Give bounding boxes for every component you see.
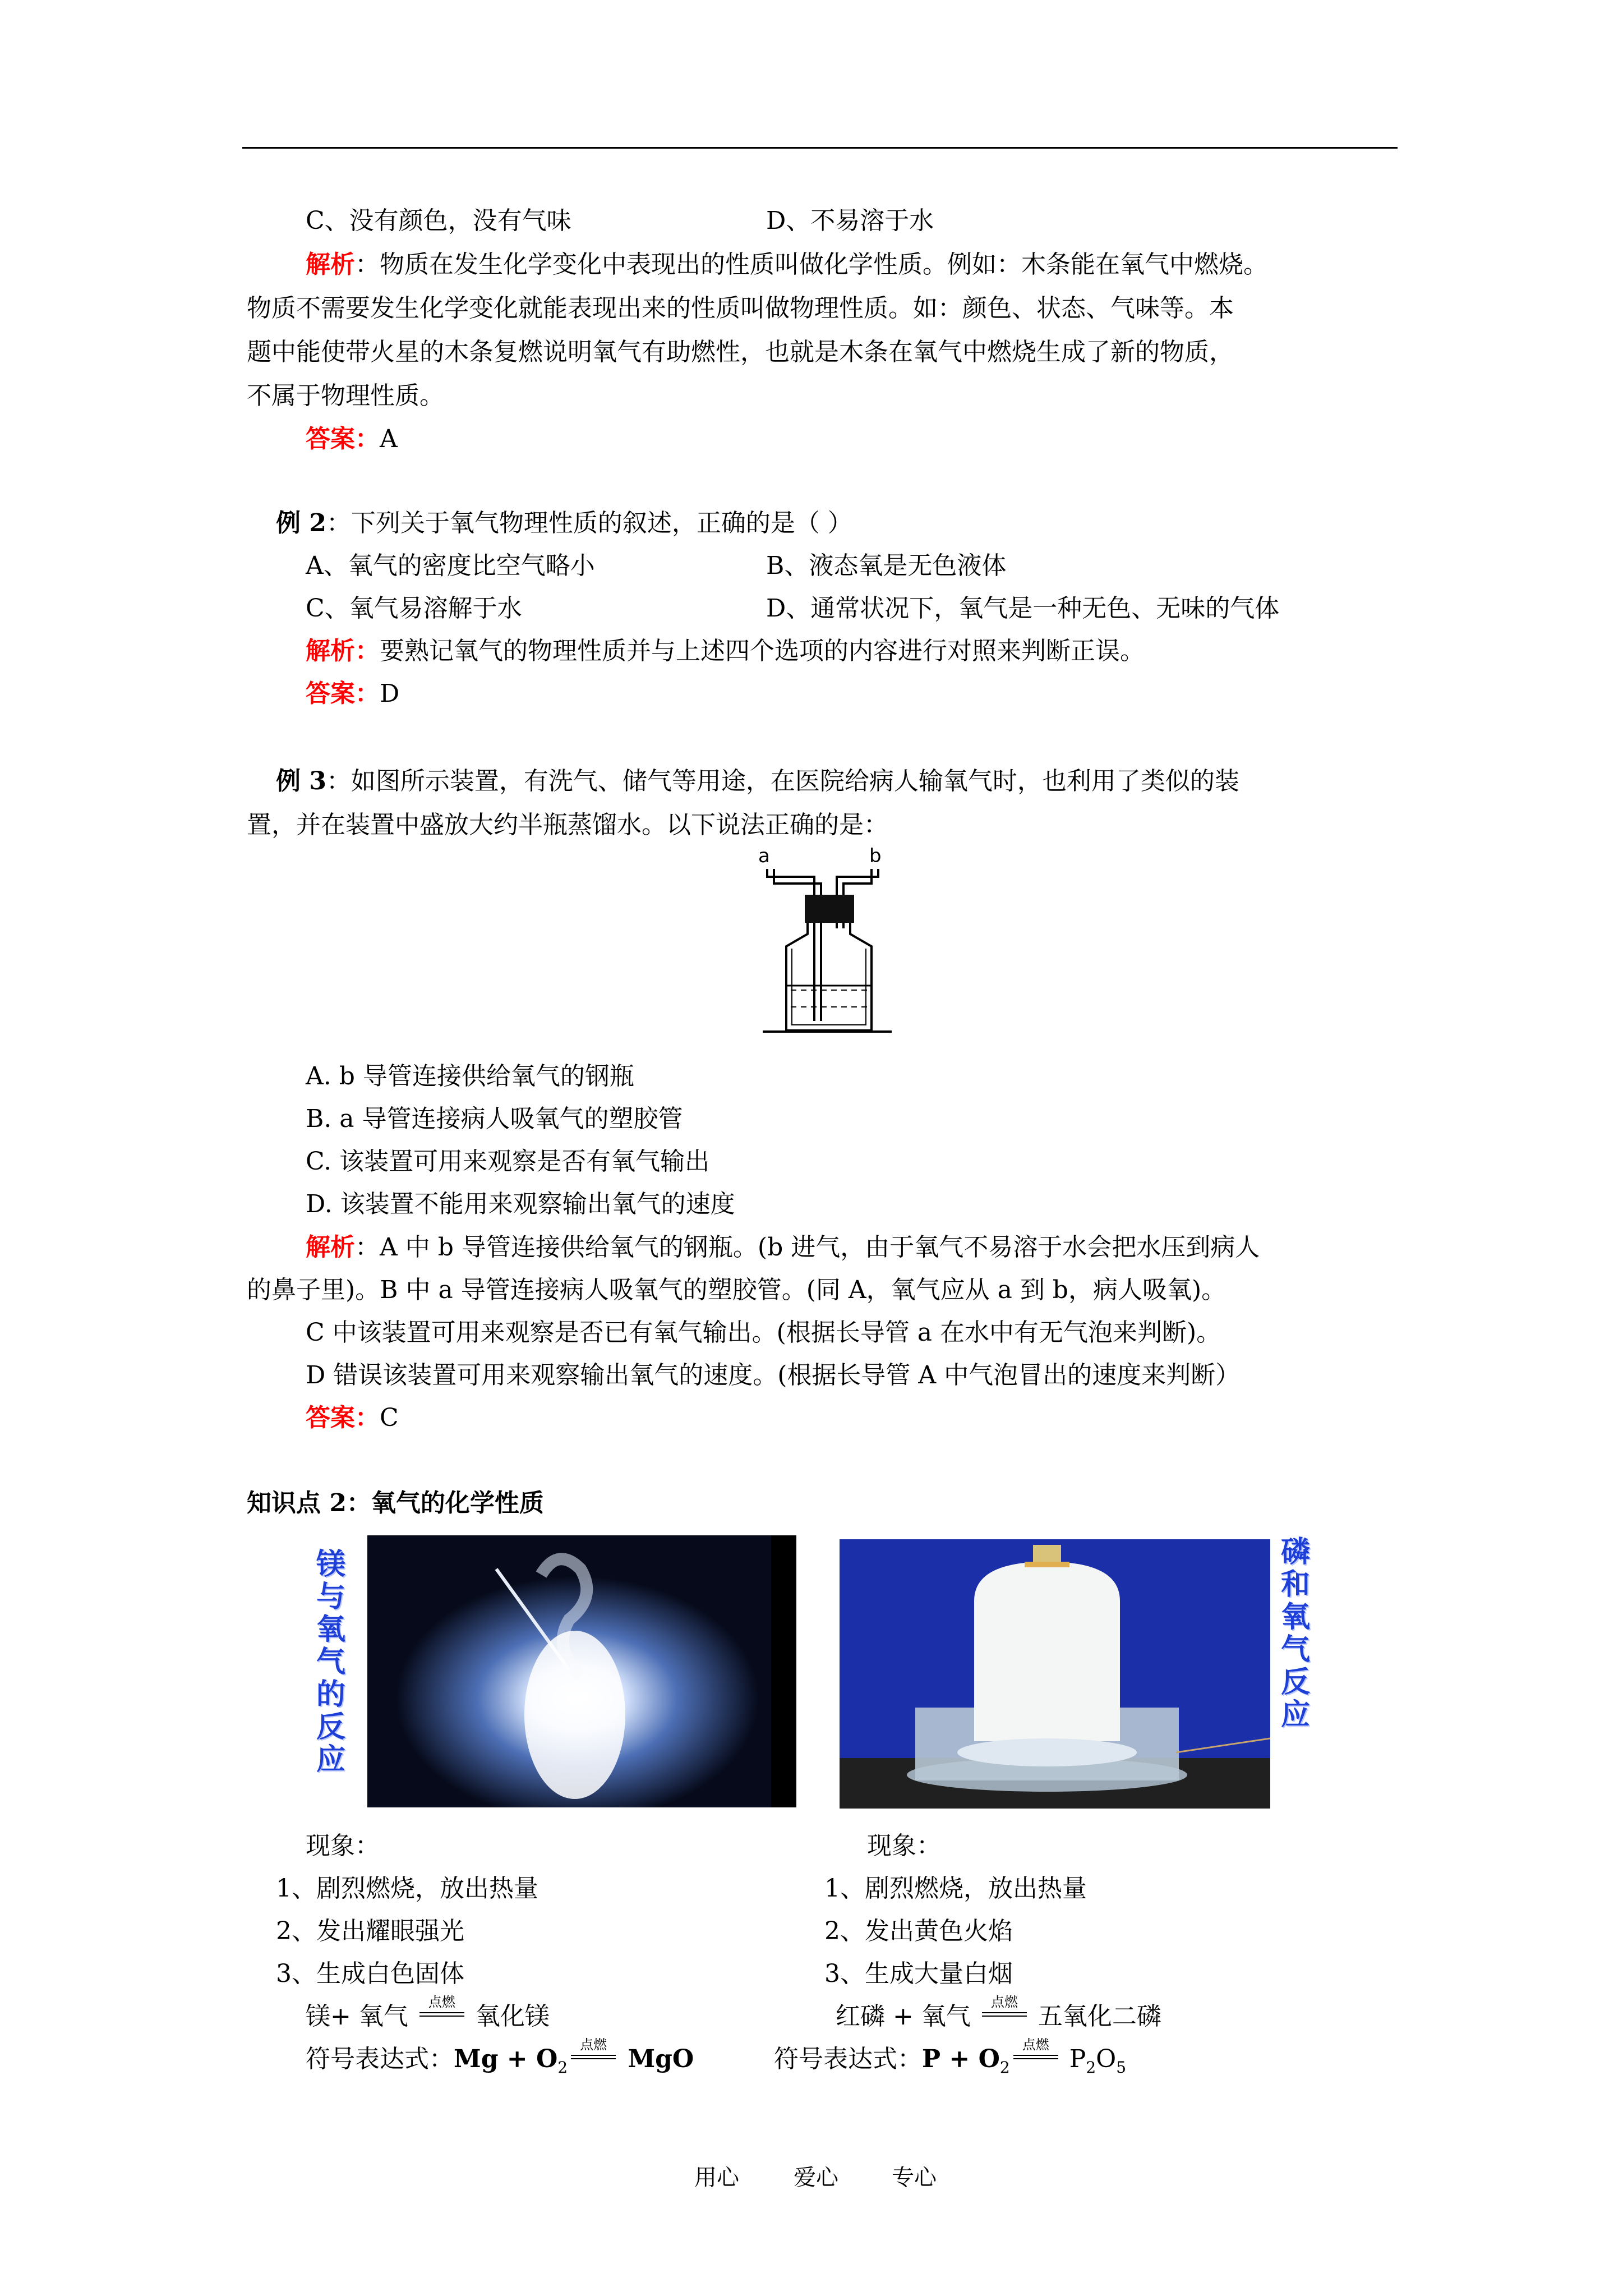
q2-answer-label: 答案：: [306, 679, 380, 708]
q2-option-b: B、液态氧是无色液体: [766, 551, 1007, 580]
magnesium-burning-photo: [367, 1535, 796, 1807]
q1-analysis-line2: 物质不需要发生化学变化就能表现出来的性质叫做物理性质。如：颜色、状态、气味等。本: [247, 294, 1234, 323]
footer-word-2: 爱心: [794, 2165, 838, 2191]
bottle-outline: [786, 923, 872, 1030]
gas-washing-bottle-diagram: [751, 844, 897, 1035]
magnesium-reaction-caption: 镁与氧气的反应: [316, 1547, 345, 1777]
right-symbol-equation: 符号表达式：$P + O_2$ 点燃 $P_2O_5$: [774, 2037, 1127, 2077]
q1-answer: 答案：A: [306, 425, 398, 453]
right-phenomenon-title: 现象：: [867, 1832, 941, 1860]
header-rule: [242, 147, 1398, 149]
q2-analysis-label: 解析：: [306, 637, 380, 665]
phosphorus-reaction-caption: 磷和氧气反应: [1280, 1535, 1310, 1732]
left-phenomenon-3: 3、生成白色固体: [276, 1959, 464, 1988]
right-word-equation: 红磷 + 氧气 点燃 五氧化二磷: [836, 1994, 1161, 2031]
q3-analysis-line4: D 错误该装置可用来观察输出氧气的速度。(根据长导管 A 中气泡冒出的速度来判断）: [306, 1361, 1241, 1389]
left-phenomenon-2: 2、发出耀眼强光: [276, 1917, 464, 1945]
q3-label: 例 3: [276, 767, 326, 795]
q3-analysis-line2: 的鼻子里)。B 中 a 导管连接病人吸氧气的塑胶管。(同 A，氧气应从 a 到 b，病人吸氧)。: [247, 1276, 1227, 1304]
q2-answer: 答案：D: [306, 679, 400, 708]
diagram-label-a: a: [758, 845, 770, 867]
q3-option-b: B. a 导管连接病人吸氧气的塑胶管: [306, 1105, 683, 1133]
rubber-stopper: [805, 895, 854, 923]
ignition-condition: 点燃: [979, 2002, 1030, 2024]
q3-answer: 答案：C: [306, 1404, 399, 1432]
q2-option-a: A、氧气的密度比空气略小: [306, 551, 595, 580]
phosphorus-burning-photo: [840, 1539, 1270, 1809]
left-symbol-equation: 符号表达式：$Mg + O_2$ 点燃 MgO: [306, 2037, 694, 2077]
q2-stem: 例 2：下列关于氧气物理性质的叙述，正确的是（ ）: [276, 509, 852, 537]
q3-option-d: D. 该装置不能用来观察输出氧气的速度: [306, 1190, 735, 1218]
q3-stem-line1: 例 3：如图所示装置，有洗气、储气等用途，在医院给病人输氧气时，也利用了类似的装: [276, 767, 1239, 795]
right-phenomenon-3: 3、生成大量白烟: [824, 1959, 1013, 1988]
q2-option-c: C、氧气易溶解于水: [306, 594, 522, 623]
q1-analysis-line1: 解析：物质在发生化学变化中表现出的性质叫做化学性质。例如：木条能在氧气中燃烧。: [306, 250, 1268, 279]
q2-option-d: D、通常状况下，氧气是一种无色、无味的气体: [766, 594, 1280, 623]
q3-answer-label: 答案：: [306, 1404, 380, 1432]
q3-analysis-label: 解析: [306, 1233, 355, 1262]
q3-stem-line2: 置，并在装置中盛放大约半瓶蒸馏水。以下说法正确的是：: [247, 811, 888, 839]
q3-analysis-line1: 解析：A 中 b 导管连接供给氧气的钢瓶。(b 进气，由于氧气不易溶于水会把水压到病人: [306, 1233, 1260, 1262]
footer-word-1: 用心: [694, 2165, 739, 2191]
left-phenomenon-title: 现象：: [306, 1832, 380, 1860]
ignition-condition: 点燃: [568, 2045, 619, 2067]
right-phenomenon-2: 2、发出黄色火焰: [824, 1917, 1013, 1945]
q1-option-c: C、没有颜色，没有气味: [306, 206, 571, 235]
q1-analysis-label: 解析: [306, 250, 355, 279]
q1-option-d: D、不易溶于水: [766, 206, 934, 235]
diagram-label-b: b: [869, 845, 882, 867]
section-title: 知识点 2：氧气的化学性质: [247, 1489, 544, 1517]
q2-label: 例 2: [276, 509, 326, 537]
left-word-equation: 镁+ 氧气 点燃 氧化镁: [306, 1994, 550, 2031]
right-phenomenon-1: 1、剧烈燃烧，放出热量: [824, 1874, 1087, 1903]
q3-option-c: C. 该装置可用来观察是否有氧气输出: [306, 1147, 710, 1176]
q3-option-a: A. b 导管连接供给氧气的钢瓶: [306, 1062, 634, 1091]
q2-analysis: 解析：要熟记氧气的物理性质并与上述四个选项的内容进行对照来判断正误。: [306, 637, 1145, 665]
ignition-condition: 点燃: [416, 2002, 468, 2024]
q1-analysis-line4: 不属于物理性质。: [247, 381, 444, 410]
left-phenomenon-1: 1、剧烈燃烧，放出热量: [276, 1874, 538, 1903]
q1-analysis-line3: 题中能使带火星的木条复燃说明氧气有助燃性，也就是木条在氧气中燃烧生成了新的物质，: [247, 338, 1234, 366]
q3-analysis-line3: C 中该装置可用来观察是否已有氧气输出。(根据长导管 a 在水中有无气泡来判断)。: [306, 1318, 1221, 1347]
footer-word-3: 专心: [892, 2165, 937, 2191]
q1-answer-label: 答案：: [306, 425, 380, 453]
ignition-condition: 点燃: [1010, 2045, 1062, 2067]
